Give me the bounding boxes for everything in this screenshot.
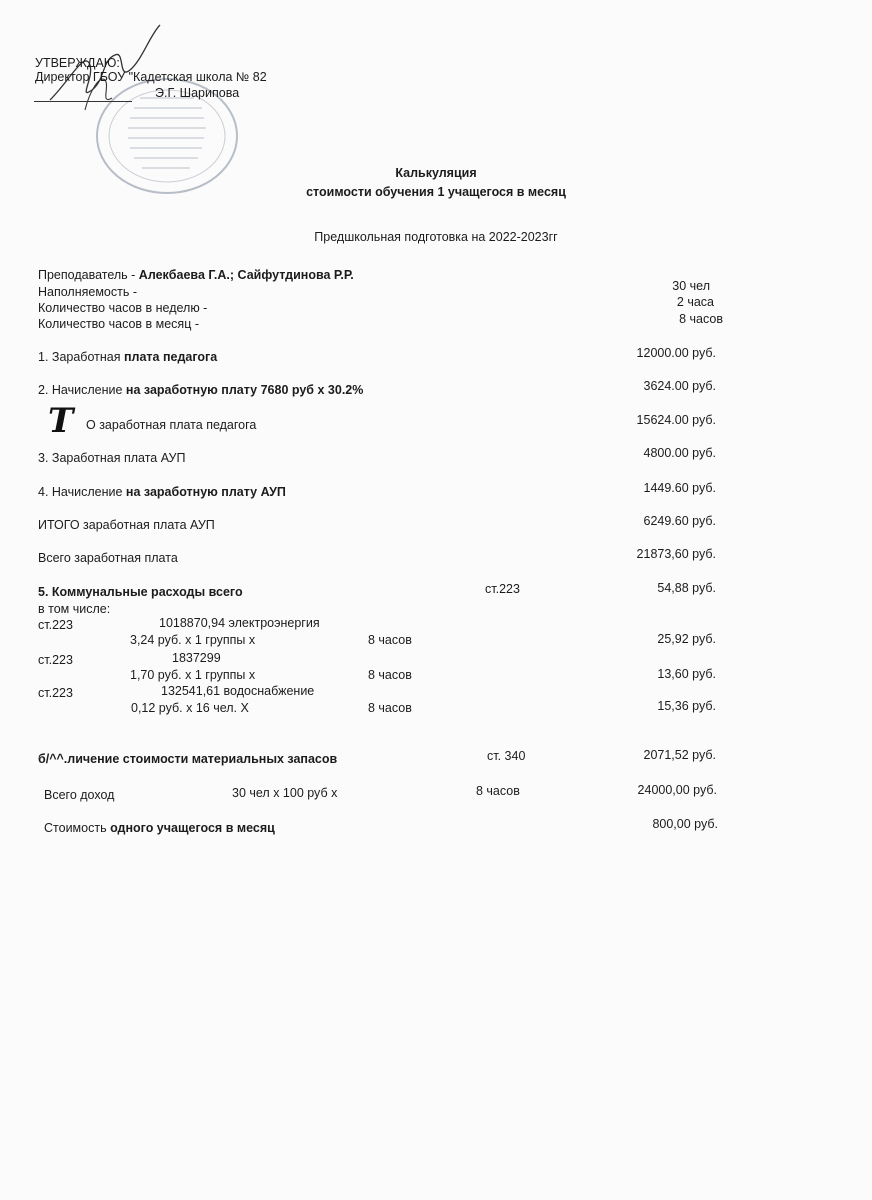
utility-row-1-desc: 1018870,94 электроэнергия	[159, 616, 320, 630]
item-3-label: О заработная плата педагога	[86, 418, 257, 432]
item-5-number: 4.	[38, 485, 52, 499]
utility-row-3-formula: 0,12 руб. х 16 чел. X	[131, 701, 249, 715]
document-subtitle-bold: стоимости обучения 1 учащегося в месяц	[306, 185, 566, 199]
approval-position: Директор ГБОУ "Кадетская школа № 82	[35, 70, 267, 84]
utility-row-2-desc: 1837299	[172, 651, 221, 665]
signature-line	[34, 101, 132, 102]
utility-row-3-desc: 132541,61 водоснабжение	[161, 684, 315, 698]
item-5-prefix: Начисление	[51, 485, 126, 499]
utilities-value: 54,88 руб.	[657, 581, 716, 595]
utility-row-3-hours: 8 часов	[368, 701, 412, 715]
item-6-label: ИТОГО заработная плата АУП	[38, 518, 215, 532]
item-1-prefix: Заработная	[51, 350, 124, 364]
utility-row-1-formula: 3,24 руб. х 1 группы х	[130, 633, 256, 647]
item-5-value: 1449.60 руб.	[643, 481, 716, 495]
item-2-prefix: Начисление	[51, 383, 126, 397]
utilities-title: 5. Коммунальные расходы всего	[38, 585, 243, 599]
utility-row-1-value: 25,92 руб.	[657, 632, 716, 646]
hours-week-value: 2 часа	[676, 295, 714, 309]
utility-row-3-value: 15,36 руб.	[657, 699, 716, 713]
item-1-bold: плата педагога	[123, 350, 218, 364]
teacher-label: Преподаватель -	[38, 268, 139, 282]
approval-heading: УТВЕРЖДАЮ:	[35, 56, 120, 70]
utility-row-2-hours: 8 часов	[368, 668, 412, 682]
hours-month-label: Количество часов в месяц -	[38, 317, 199, 331]
income-value: 24000,00 руб.	[637, 783, 717, 797]
item-2-bold: на заработную плату 7680 руб х 30.2%	[125, 383, 364, 397]
cost-label	[44, 821, 275, 836]
utility-row-2-value: 13,60 руб.	[657, 667, 716, 681]
item-3-value: 15624.00 руб.	[636, 413, 716, 427]
item-2-number: 2.	[38, 383, 52, 397]
item-5-label	[38, 485, 286, 500]
materials-label: б/^^.личение стоимости материальных запасов	[38, 752, 338, 766]
item-1-value: 12000.00 руб.	[636, 346, 716, 360]
utilities-article: ст.223	[485, 582, 520, 596]
item-2-value: 3624.00 руб.	[643, 379, 716, 393]
itogo-glyph: Т	[48, 401, 74, 441]
hours-month-value: 8 часов	[679, 312, 723, 326]
item-4-label: 3. Заработная плата АУП	[38, 451, 186, 465]
item-7-label: Всего заработная плата	[38, 551, 178, 565]
item-4-value: 4800.00 руб.	[643, 446, 716, 460]
occupancy-value: 30 чел	[672, 279, 710, 293]
income-formula: 30 чел х 100 руб х	[232, 786, 338, 800]
item-1-label	[38, 350, 217, 365]
utility-row-1-article: ст.223	[38, 618, 73, 632]
utility-row-2-formula: 1,70 руб. х 1 группы х	[130, 668, 256, 682]
document-title: Калькуляция	[395, 166, 477, 180]
item-5-bold: на заработную плату АУП	[125, 485, 286, 499]
utility-row-2-article: ст.223	[38, 653, 73, 667]
utility-row-3-article: ст.223	[38, 686, 73, 700]
cost-bold: одного учащегося в месяц	[110, 821, 275, 835]
hours-week-label: Количество часов в неделю -	[38, 301, 208, 315]
item-7-value: 21873,60 руб.	[636, 547, 716, 561]
occupancy-label: Наполняемость -	[38, 285, 138, 299]
item-6-value: 6249.60 руб.	[643, 514, 716, 528]
income-hours: 8 часов	[476, 784, 520, 798]
materials-value: 2071,52 руб.	[643, 748, 716, 762]
approval-director-name: Э.Г. Шарипова	[155, 86, 240, 100]
program-name: Предшкольная подготовка на 2022-2023гг	[314, 230, 558, 244]
item-1-number: 1.	[38, 350, 52, 364]
cost-prefix: Стоимость	[44, 821, 111, 835]
cost-value: 800,00 руб.	[652, 817, 718, 831]
teacher-names: Алекбаева Г.А.; Сайфутдинова Р.Р.	[138, 268, 354, 282]
item-2-label	[38, 383, 363, 398]
income-label: Всего доход	[44, 788, 115, 802]
utility-row-1-hours: 8 часов	[368, 633, 412, 647]
teacher-line	[38, 268, 354, 283]
materials-article: ст. 340	[487, 749, 526, 763]
utilities-including: в том числе:	[38, 602, 111, 616]
